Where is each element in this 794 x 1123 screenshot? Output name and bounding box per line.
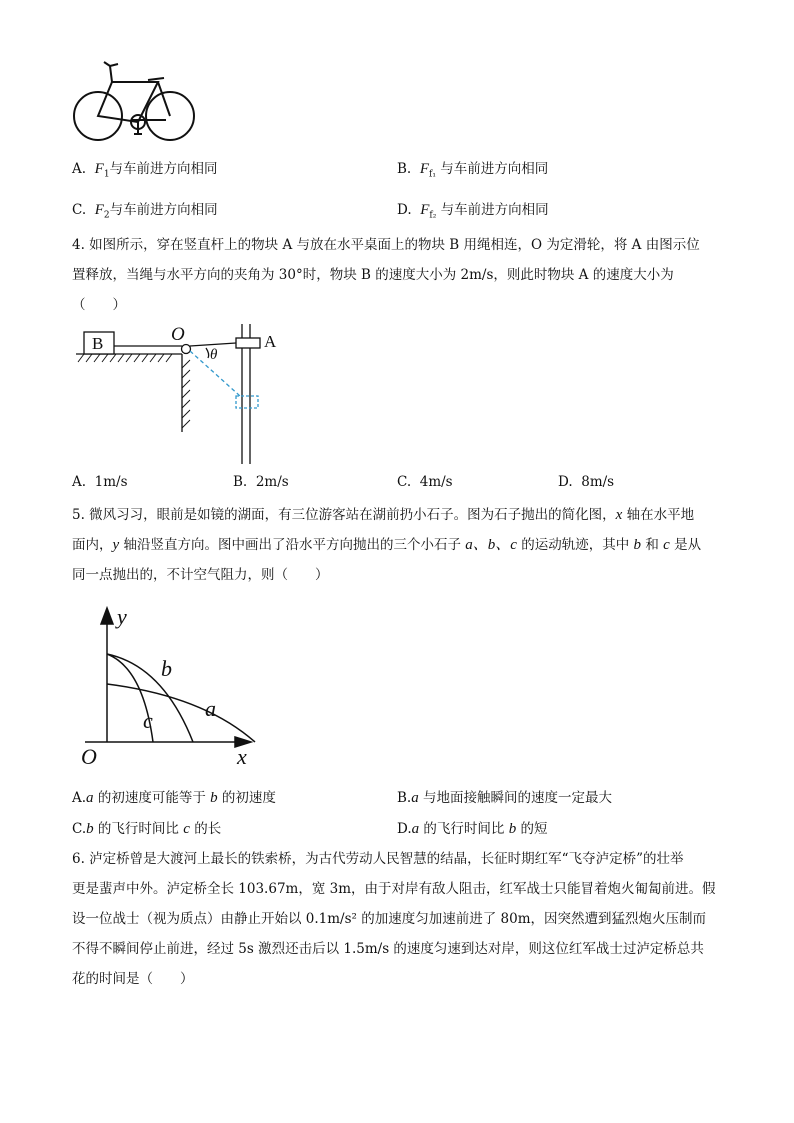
option-text: 与车前进方向相同 bbox=[109, 202, 218, 218]
option-letter: C. bbox=[72, 202, 87, 218]
q4-stem-line1: 4. 如图所示，穿在竖直杆上的物块 A 与放在水平桌面上的物块 B 用绳相连，O 为定滑轮，将 A 由图示位 bbox=[72, 237, 700, 253]
force-symbol: F bbox=[94, 202, 104, 218]
label-b: B bbox=[92, 334, 104, 353]
bicycle-figure bbox=[70, 58, 200, 146]
option-letter: A. bbox=[72, 790, 87, 806]
label-y: y bbox=[117, 604, 127, 629]
var-abc: a、b、c bbox=[465, 537, 517, 553]
q4-option-a[interactable] bbox=[72, 474, 128, 490]
label-origin: O bbox=[81, 744, 97, 769]
option-text: 与车前进方向相同 bbox=[109, 161, 218, 177]
force-symbol: F bbox=[419, 161, 429, 177]
q6-stem-line2: 更是蜚声中外。泸定桥全长 103.67m，宽 3m，由于对岸有敌人阻击，红军战士只能冒着炮火匍匐前进。假 bbox=[72, 881, 716, 897]
var-b: b bbox=[633, 537, 642, 553]
text-span: 和 bbox=[641, 537, 664, 553]
var: c bbox=[183, 821, 190, 837]
var: b bbox=[86, 821, 94, 837]
label-x: x bbox=[237, 744, 247, 769]
q4-stem-line2: 置释放，当绳与水平方向的夹角为 30°时，物块 B 的速度大小为 2m/s，则此时物块 A 的速度大小为 bbox=[72, 267, 674, 283]
var: a bbox=[86, 790, 94, 806]
q4-stem-line3: （ ） bbox=[72, 297, 126, 313]
var-c: c bbox=[663, 537, 670, 553]
option-text: 2m/s bbox=[255, 474, 289, 490]
q6-stem-line3: 设一位战士（视为质点）由静止开始以 0.1m/s² 的加速度匀加速前进了 80m，因突然遭到猛烈炮火压制而 bbox=[72, 911, 707, 927]
pulley-figure bbox=[70, 320, 300, 468]
q4-option-d[interactable] bbox=[558, 474, 614, 490]
option-text: 4m/s bbox=[419, 474, 453, 490]
label-b: b bbox=[161, 656, 172, 681]
label-c: c bbox=[143, 708, 153, 733]
label-a: a bbox=[205, 696, 216, 721]
q5-stem-line3: 同一点抛出的，不计空气阻力，则（ ） bbox=[72, 567, 329, 583]
q3-option-b[interactable] bbox=[397, 157, 548, 180]
option-letter: B. bbox=[233, 474, 248, 490]
var-y: y bbox=[112, 537, 120, 553]
q5-option-a[interactable] bbox=[72, 786, 276, 807]
text-span: 的运动轨迹，其中 bbox=[516, 537, 634, 553]
q5-option-c[interactable] bbox=[72, 817, 221, 838]
q5-stem-line1 bbox=[72, 500, 694, 530]
option-letter: A. bbox=[72, 161, 87, 177]
force-subscript: f₁ bbox=[428, 169, 436, 180]
option-letter: D. bbox=[397, 821, 412, 837]
option-letter: C. bbox=[397, 474, 412, 490]
force-symbol: F bbox=[94, 161, 104, 177]
var-x: x bbox=[615, 507, 623, 523]
label-a: A bbox=[264, 332, 277, 351]
option-letter: A. bbox=[72, 474, 87, 490]
option-letter: D. bbox=[558, 474, 573, 490]
text-span: 轴沿竖直方向。图中画出了沿水平方向抛出的三个小石子 bbox=[119, 537, 466, 553]
q3-option-d[interactable] bbox=[397, 198, 549, 221]
option-text: 的飞行时间比 bbox=[419, 821, 509, 837]
option-text: 1m/s bbox=[94, 474, 128, 490]
option-letter: C. bbox=[72, 821, 87, 837]
option-text: 的初速度 bbox=[217, 790, 276, 806]
q6-stem-line1: 6. 泸定桥曾是大渡河上最长的铁索桥，为古代劳动人民智慧的结晶，长征时期红军“飞夺泸定桥”的壮举 bbox=[72, 851, 684, 867]
q6-stem-line4: 不得不瞬间停止前进，经过 5s 激烈还击后以 1.5m/s 的速度匀速到达对岸，则这位红军战士过泸定桥总共 bbox=[72, 941, 704, 957]
option-text: 的短 bbox=[516, 821, 548, 837]
q3-option-a[interactable] bbox=[72, 157, 218, 180]
option-letter: D. bbox=[397, 202, 412, 218]
q5-option-b[interactable] bbox=[397, 786, 612, 807]
q4-option-c[interactable] bbox=[397, 474, 453, 490]
force-symbol: F bbox=[420, 202, 430, 218]
q5-stem-line2 bbox=[72, 530, 701, 560]
var: b bbox=[210, 790, 218, 806]
q5-option-d[interactable] bbox=[397, 817, 548, 838]
option-text: 与车前进方向相同 bbox=[440, 161, 549, 177]
text-span: 是从 bbox=[669, 537, 702, 553]
force-subscript: f₂ bbox=[429, 210, 437, 221]
option-letter: B. bbox=[397, 161, 412, 177]
var: a bbox=[411, 821, 420, 837]
option-text: 的飞行时间比 bbox=[93, 821, 184, 837]
force-subscript: 1 bbox=[103, 169, 110, 180]
text-span: 轴在水平地 bbox=[622, 507, 695, 523]
q6-stem-line5: 花的时间是（ ） bbox=[72, 971, 194, 987]
q4-option-b[interactable] bbox=[233, 474, 289, 490]
option-text: 8m/s bbox=[581, 474, 615, 490]
force-subscript: 2 bbox=[103, 210, 110, 221]
label-o: O bbox=[171, 324, 185, 345]
q3-option-c[interactable] bbox=[72, 198, 218, 221]
var: a bbox=[411, 790, 419, 806]
label-theta: θ bbox=[210, 347, 218, 363]
var: b bbox=[508, 821, 517, 837]
option-text: 与地面接触瞬间的速度一定最大 bbox=[418, 790, 613, 806]
option-letter: B. bbox=[397, 790, 412, 806]
text-span: 面内， bbox=[72, 537, 113, 553]
trajectory-figure bbox=[75, 600, 265, 772]
option-text: 的长 bbox=[189, 821, 222, 837]
text-span: 5. 微风习习，眼前是如镜的湖面，有三位游客站在湖前扔小石子。图为石子抛出的简化图， bbox=[72, 507, 616, 523]
option-text: 的初速度可能等于 bbox=[93, 790, 211, 806]
option-text: 与车前进方向相同 bbox=[440, 202, 549, 218]
